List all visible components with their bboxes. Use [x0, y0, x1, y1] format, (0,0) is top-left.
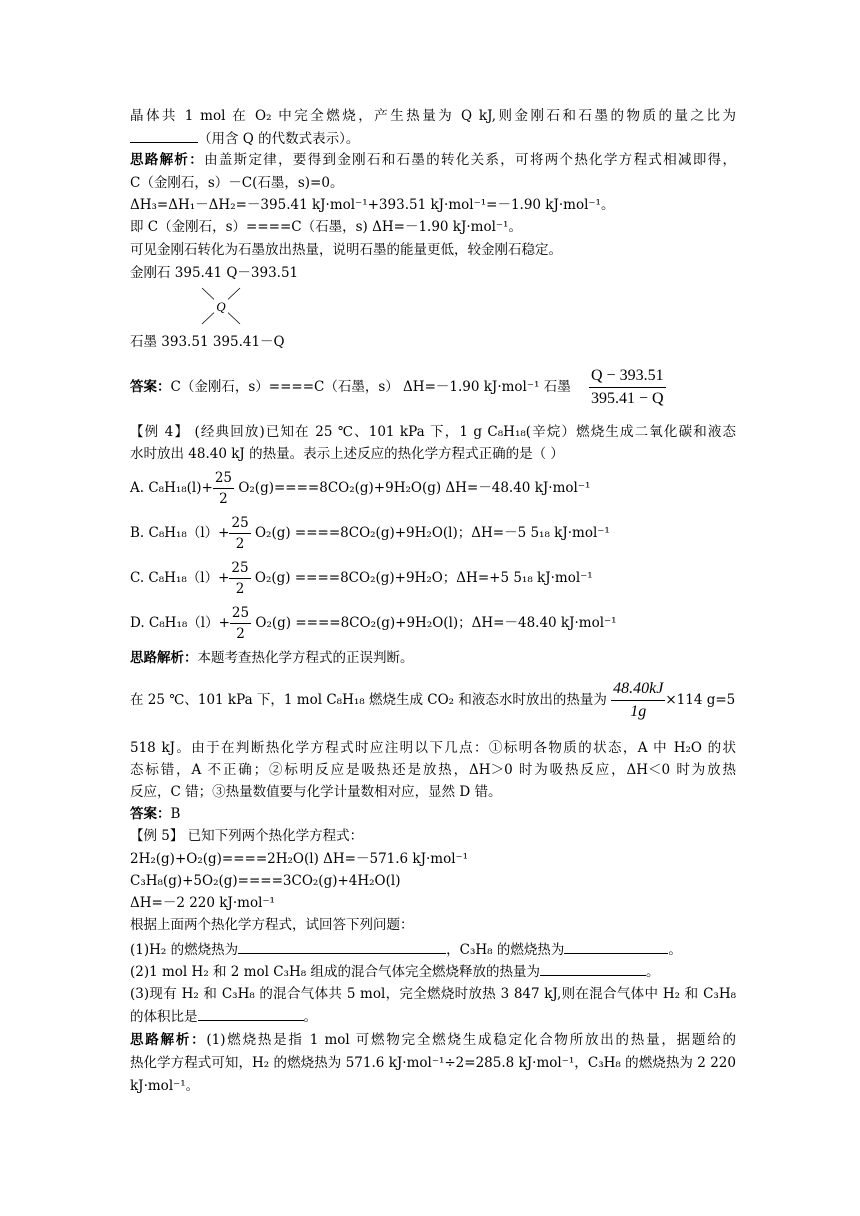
text-line: ΔH₃=ΔH₁－ΔH₂=－395.41 kJ·mol⁻¹+393.51 kJ·mol⁻¹=－1.90 kJ·mol⁻¹。	[130, 197, 615, 213]
fraction: $\frac{25}{2}$	[231, 560, 249, 597]
text-line: 金刚石 395.41 Q－393.51	[130, 265, 299, 281]
question-2: (2)1 mol H₂ 和 2 mol C₃H₈ 组成的混合气体完全燃烧释放的热量为 。	[130, 961, 736, 981]
fraction: $\frac{25}{2}$	[231, 515, 249, 552]
text-line: 反应，C 错；③热量数值要与化学计量数相对应，显然 D 错。	[130, 784, 502, 800]
answer-blank	[130, 128, 198, 143]
question-1: (1)H₂ 的燃烧热为 ，C₃H₈ 的燃烧热为 。	[130, 939, 736, 959]
fraction: $\frac{25}{2}$	[214, 470, 233, 507]
text-line: 热化学方程式可知，H₂ 的燃烧热为 571.6 kJ·mol⁻¹÷2=285.8 kJ·mol⁻¹，C₃H₈ 的燃烧热为 2 220	[130, 1055, 736, 1071]
text-line: ΔH=－2 220 kJ·mol⁻¹	[130, 895, 275, 911]
text-line: 答案：B	[130, 806, 181, 822]
answer-blank[interactable]	[198, 1006, 304, 1021]
answer-fraction: $\frac{Q - 393.51}{395.41 - Q}$	[591, 367, 664, 407]
text-line: 思路解析：(1)燃烧热是指 1 mol 可燃物完全燃烧生成稳定化合物所放出的热量，据题给的	[130, 1032, 736, 1048]
text-line: 即 C（金刚石，s）====C（石墨，s) ΔH=－1.90 kJ·mol⁻¹。	[130, 219, 522, 235]
text-line: 根据上面两个热化学方程式，试回答下列问题：	[130, 917, 414, 933]
option-b: B. C₈H₁₈（l）+ $\frac{25}{2}$ O₂(g) ====8CO₂(g)+9H₂O(l)；ΔH=－5 5₁₈ kJ·mol⁻¹	[130, 515, 610, 552]
text-line: 可见金刚石转化为石墨放出热量，说明石墨的能量更低，较金刚石稳定。	[130, 242, 562, 258]
answer-blank[interactable]	[540, 961, 646, 976]
text-line: 石墨 393.51 395.41－Q	[130, 334, 285, 350]
text-line: 的体积比是 。	[130, 1006, 736, 1026]
answer-blank[interactable]	[238, 939, 446, 954]
answer-label: 答案：	[130, 379, 171, 395]
fraction: $\frac{48.40kJ}{1g}$	[613, 680, 664, 720]
text-line: 【例 4】 (经典回放)已知在 25 ℃、101 kPa 下，1 g C₈H₁₈(辛烷）燃烧生成二氧化碳和液态	[130, 424, 736, 440]
analysis-label: 思路解析：	[130, 152, 205, 168]
option-c: C. C₈H₁₈（l）+ $\frac{25}{2}$ O₂(g) ====8CO₂(g)+9H₂O；ΔH=+5 5₁₈ kJ·mol⁻¹	[130, 560, 593, 597]
answer-blank[interactable]	[564, 939, 668, 954]
analysis-label: 思路解析：	[130, 650, 198, 666]
text-line: 2H₂(g)+O₂(g)====2H₂O(l) ΔH=－571.6 kJ·mol⁻¹	[130, 851, 469, 867]
text-line: 518 kJ。由于在判断热化学方程式时应注明以下几点：①标明各物质的状态，A 中 H₂O 的状	[130, 740, 736, 756]
text-line: 水时放出 48.40 kJ 的热量。表示上述反应的热化学方程式正确的是（ ）	[130, 446, 564, 462]
text-line: 态标错，A 不正确；②标明反应是吸热还是放热，ΔH＞0 时为吸热反应，ΔH＜0 时为放热	[130, 762, 736, 778]
analysis-label: 思路解析：	[130, 1032, 207, 1048]
calc-line: 在 25 ℃、101 kPa 下，1 mol C₈H₁₈ 燃烧生成 CO₂ 和液态水时放出的热量为 $\frac{48.40kJ}{1g}$ ×114 g=5	[130, 676, 736, 724]
question-3: (3)现有 H₂ 和 C₃H₈ 的混合气体共 5 mol，完全燃烧时放热 3 847 kJ,则在混合气体中 H₂ 和 C₃H₈	[130, 986, 736, 1002]
cross-method-diagram	[196, 284, 246, 328]
answer-label: 答案：	[130, 806, 171, 822]
text-line: C₃H₈(g)+5O₂(g)====3CO₂(g)+4H₂O(l)	[130, 873, 401, 889]
option-d: D. C₈H₁₈（l）+ $\frac{25}{2}$ O₂(g) ====8CO₂(g)+9H₂O(l)；ΔH=－48.40 kJ·mol⁻¹	[130, 605, 617, 642]
text-line: 晶体共 1 mol 在 O₂ 中完全燃烧，产生热量为 Q kJ,则金刚石和石墨的物质的量之比为	[130, 108, 736, 124]
text-line: 思路解析：由盖斯定律，要得到金刚石和石墨的转化关系，可将两个热化学方程式相减即得，	[130, 152, 736, 168]
text-line: kJ·mol⁻¹。	[130, 1078, 200, 1094]
cross-label: Q	[216, 299, 226, 314]
text-line: C（金刚石，s）－C(石墨，s)=0。	[130, 175, 344, 191]
option-a: A. C₈H₁₈(l)+ $\frac{25}{2}$ O₂(g)====8CO₂(g)+9H₂O(g) ΔH=－48.40 kJ·mol⁻¹	[130, 470, 591, 507]
text-line: 【例 5】 已知下列两个热化学方程式：	[130, 828, 364, 844]
answer-line: 答案：C（金刚石，s）====C（石墨，s） ΔH=－1.90 kJ·mol⁻¹ 石墨 $\frac{Q - 393.51}{395.41 - Q}$	[130, 364, 736, 410]
fraction: $\frac{25}{2}$	[231, 605, 250, 642]
text-line: （用含 Q 的代数式表示）。	[130, 128, 736, 148]
text-line: 思路解析：本题考查热化学方程式的正误判断。	[130, 650, 414, 666]
